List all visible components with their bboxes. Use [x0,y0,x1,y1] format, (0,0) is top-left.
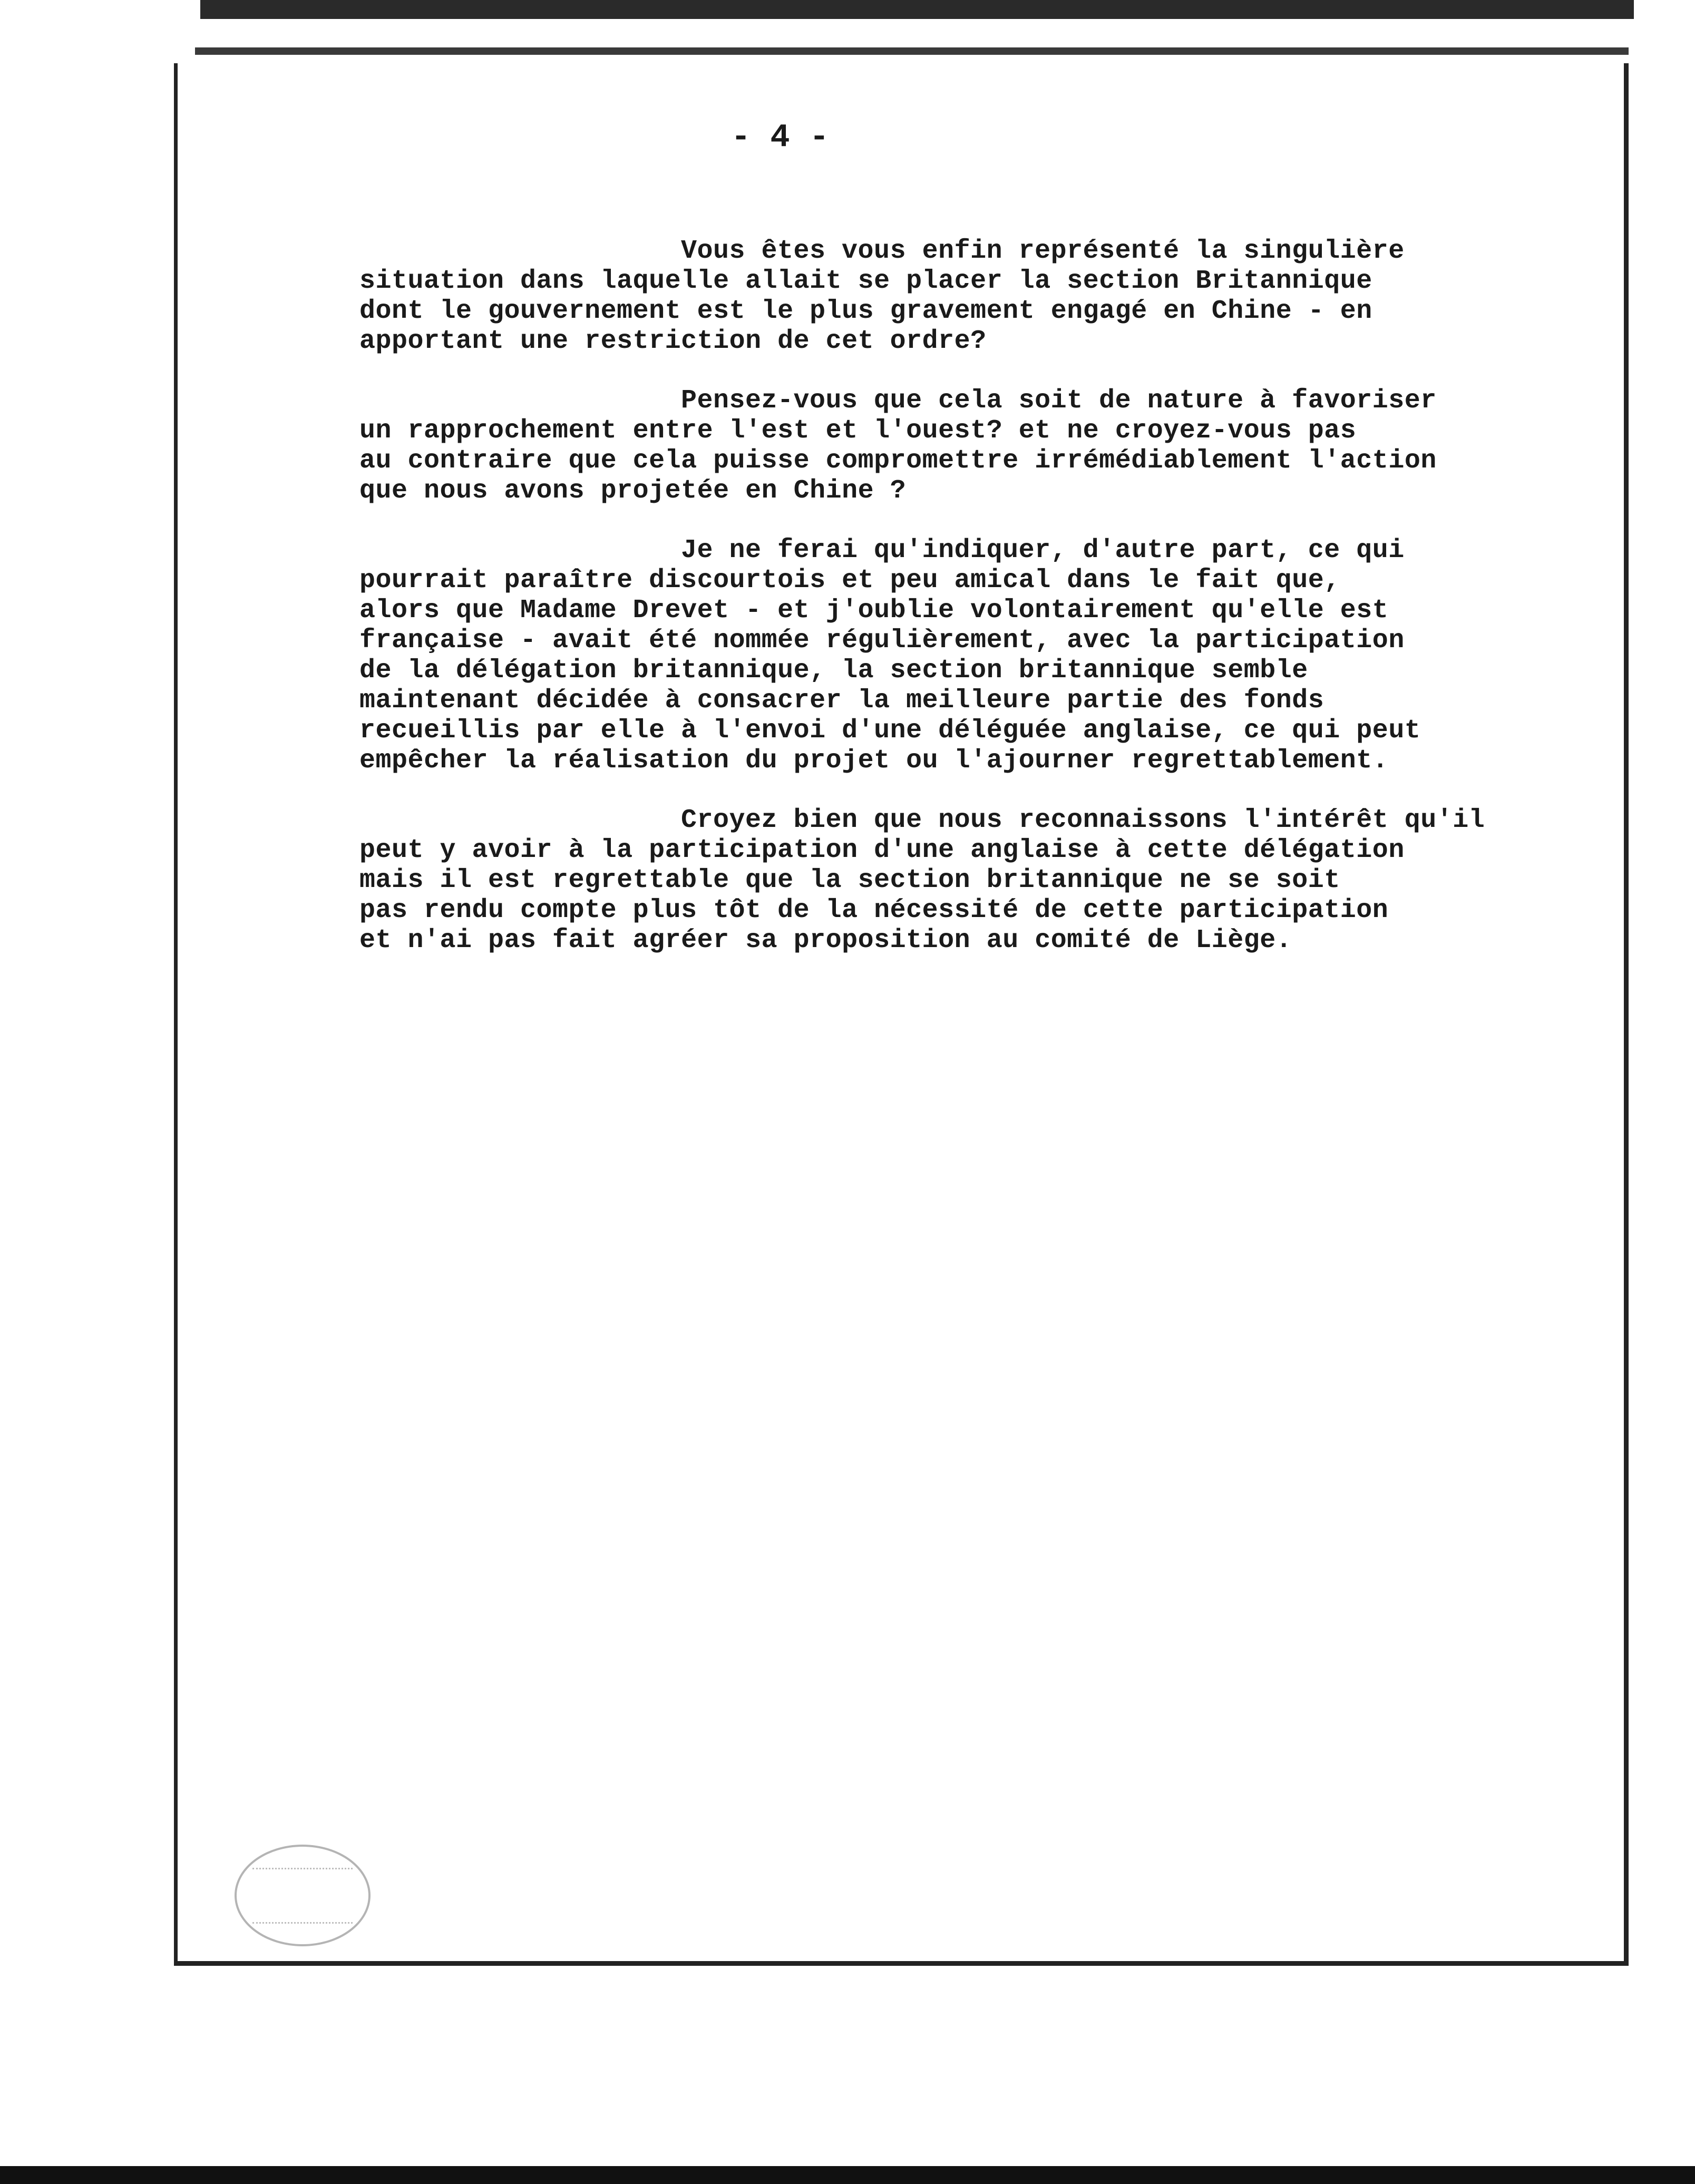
text-line: peut y avoir à la participation d'une anglaise à cette délégation [359,835,1405,865]
scan-edge-bottom [0,2166,1695,2184]
text-line: au contraire que cela puisse compromettre irrémédiablement l'action [359,446,1437,476]
text-line: française - avait été nommée régulièrement, avec la participation [359,626,1405,656]
text-line: un rapprochement entre l'est et l'ouest? et ne croyez-vous pas [359,416,1357,446]
text-line: que nous avons projetée en Chine ? [359,476,907,506]
text-line: dont le gouvernement est le plus gravement engagé en Chine - en [359,296,1372,326]
text-line: Pensez-vous que cela soit de nature à favoriser [681,386,1437,416]
text-line: Vous êtes vous enfin représenté la singulière [681,236,1405,266]
text-line: mais il est regrettable que la section britannique ne se soit [359,865,1340,895]
paragraph-2 [359,386,1530,506]
text-line: pourrait paraître discourtois et peu amical dans le fait que, [359,565,1340,596]
scan-edge-top [200,0,1634,19]
text-line: recueillis par elle à l'envoi d'une déléguée anglaise, ce qui peut [359,716,1421,746]
text-line: de la délégation britannique, la section britannique semble [359,656,1308,686]
archive-stamp-icon [235,1845,371,1946]
text-line: maintenant décidée à consacrer la meilleure partie des fonds [359,686,1324,716]
text-line: et n'ai pas fait agréer sa proposition au comité de Liège. [359,925,1292,955]
text-line: apportant une restriction de cet ordre? [359,326,987,356]
letter-body [359,236,1530,985]
paragraph-3 [359,535,1530,776]
scan-edge-top-inner [195,47,1629,55]
paragraph-1 [359,236,1530,356]
page-number: - 4 - [730,119,830,156]
text-line: Je ne ferai qu'indiquer, d'autre part, ce qui [681,535,1405,565]
text-line: empêcher la réalisation du projet ou l'ajourner regrettablement. [359,746,1389,776]
text-line: situation dans laquelle allait se placer la section Britannique [359,266,1372,296]
text-line: Croyez bien que nous reconnaissons l'intérêt qu'il [681,805,1485,835]
stamp-detail [252,1868,353,1924]
text-line: pas rendu compte plus tôt de la nécessité de cette participation [359,895,1389,925]
paragraph-4 [359,805,1530,955]
text-line: alors que Madame Drevet - et j'oublie volontairement qu'elle est [359,596,1389,626]
